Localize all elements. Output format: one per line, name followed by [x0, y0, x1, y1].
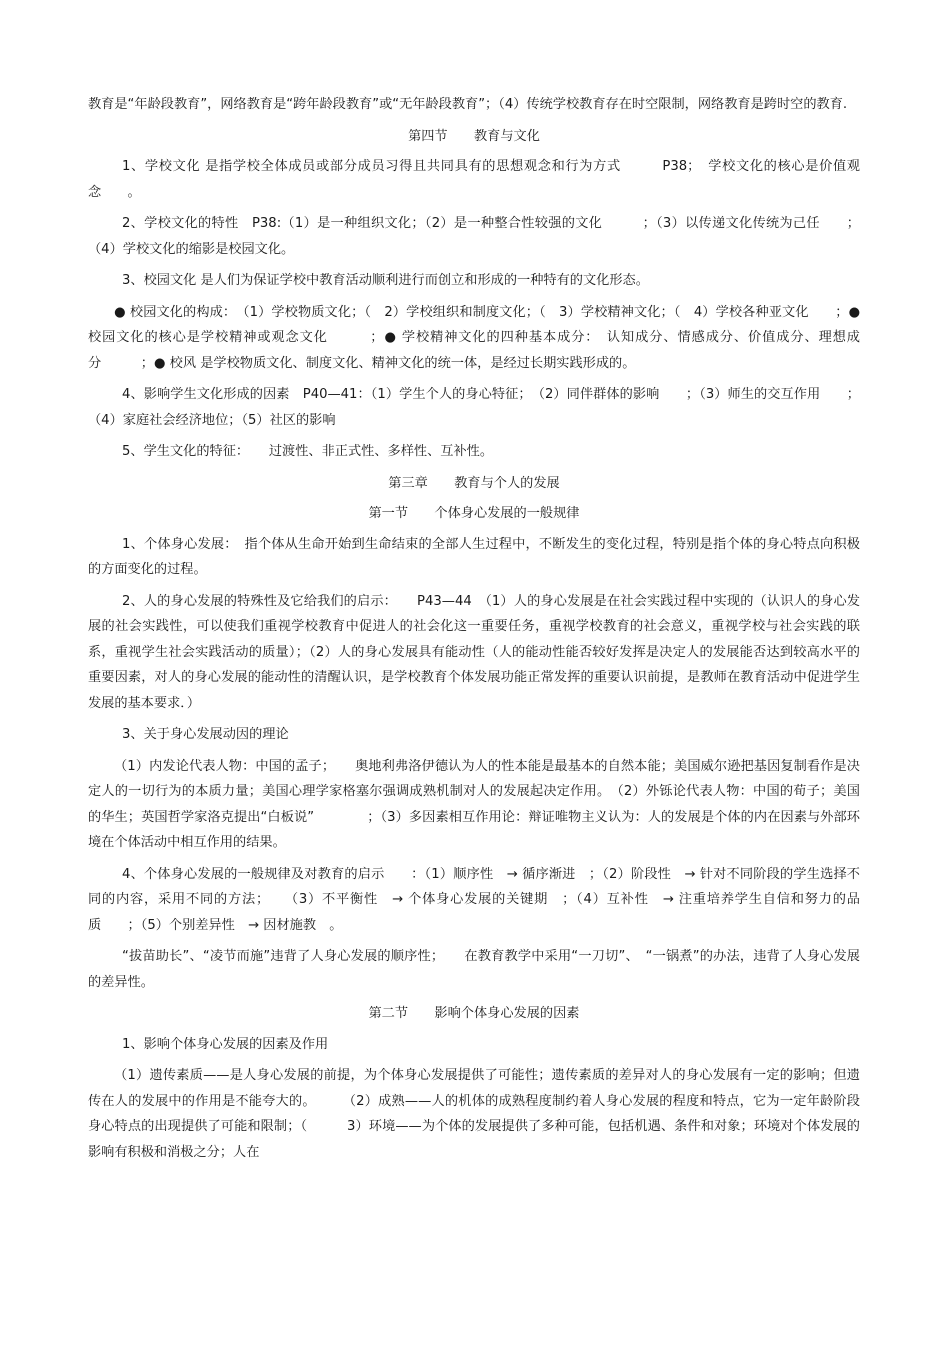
paragraph-school-culture: 1、学校文化 是指学校全体成员或部分成员习得且共同具有的思想观念和行为方式 P38； 学校文化的核心是价值观念 。 — [88, 159, 860, 200]
paragraph-factors-detail: （1）遗传素质——是人身心发展的前提，为个体身心发展提供了可能性；遗传素质的差异对人的身心发展有一定的影响；但遗传在人的发展中的作用是不能夸大的。 （2）成熟——人的机体的成熟程度制约着人身心发展的程度和特点，它为一定年龄阶段身心特点的出现提供了可能和限制；（ 3）环境——为个体的发展提供了多种可能，包括机遇、条件和对象；环境对个体发展的影响有积极和消极之分；人在 — [88, 1068, 860, 1160]
section-heading-development-factors: 第二节 影响个体身心发展的因素 — [368, 1006, 580, 1021]
document-page — [88, 92, 860, 1167]
paragraph-development-theories-title: 3、关于身心发展动因的理论 — [122, 727, 289, 742]
paragraph-campus-culture: 3、校园文化 是人们为保证学校中教育活动顺利进行而创立和形成的一种特有的文化形态。 — [122, 273, 649, 288]
paragraph-idioms: “拔苗助长”、“凌节而施”违背了人身心发展的顺序性； 在教育教学中采用“一刀切”、 “一锅煮”的办法，违背了人身心发展的差异性。 — [88, 949, 860, 990]
paragraph-development-definition: 1、个体身心发展： 指个体从生命开始到生命结束的全部人生过程中，不断发生的变化过程，特别是指个体的身心特点向积极的方面变化的过程。 — [88, 536, 860, 577]
section-heading-education-culture: 第四节 教育与文化 — [408, 128, 540, 144]
paragraph-student-culture-traits: 5、学生文化的特征： 过渡性、非正式性、多样性、互补性。 — [122, 444, 494, 459]
section-heading-development-laws: 第一节 个体身心发展的一般规律 — [368, 506, 580, 521]
paragraph-development-theories: （1）内发论代表人物：中国的孟子； 奥地利弗洛伊德认为人的性本能是最基本的自然本能；美国威尔逊把基因复制看作是决定人的一切行为的本质力量；美国心理学家格塞尔强调成熟机制对人的发展起决定作用。 （2）外铄论代表人物：中国的荀子；美国的华生；英国哲学家洛克提出“白板说” ；（3）多因素相互作用论：辩证唯物主义认为：人的发展是个体的内在因素与外部环境在个体活动中相互作用的结果。 — [88, 758, 860, 850]
paragraph-student-culture-factors: 4、影响学生文化形成的因素 P40—41：（1）学生个人的身心特征； （2）同伴群体的影响 ；（3）师生的交互作用 ；（4）家庭社会经济地位；（5）社区的影响 — [88, 387, 860, 428]
paragraph-campus-culture-structure: ● 校园文化的构成： （1）学校物质文化；（ 2）学校组织和制度文化；（ 3）学校精神文化；（ 4）学校各种亚文化 ；●校园文化的核心是学校精神或观念文化 ；● 学校精神文化的四种基本成分： 认知成分、情感成分、价值成分、理想成分 ；● 校风 是学校物质文化、制度文化、精神文化的统一体，是经过长期实践形成的。 — [88, 304, 860, 371]
paragraph-development-specialty: 2、人的身心发展的特殊性及它给我们的启示： P43—44 （1）人的身心发展是在社会实践过程中实现的（认识人的身心发展的社会实践性，可以使我们重视学校教育中促进人的社会化这一重要任务，重视学校教育的社会意义，重视学校与社会实践的联系，重视学生社会实践活动的质量）；（2）人的身心发展具有能动性（人的能动性能否较好发挥是决定人的发展能否达到较高水平的重要因素，对人的身心发展的能动性的清醒认识，是学校教育个体发展功能正常发挥的重要认识前提，是教师在教育活动中促进学生发展的基本要求．） — [88, 593, 860, 711]
chapter-heading-personal-development: 第三章 教育与个人的发展 — [388, 475, 560, 491]
paragraph-factors-title: 1、影响个体身心发展的因素及作用 — [122, 1036, 329, 1052]
paragraph-continuation: 教育是“年龄段教育”，网络教育是“跨年龄段教育”或“无年龄段教育”；（4）传统学校教育存在时空限制，网络教育是跨时空的教育. — [88, 97, 848, 112]
paragraph-development-rules: 4、个体身心发展的一般规律及对教育的启示 ：（1）顺序性 → 循序渐进 ；（2）阶段性 → 针对不同阶段的学生选择不同的内容，采用不同的方法； （3）不平衡性 → 个体身心发展的关键期 ；（4）互补性 → 注重培养学生自信和努力的品质 ；（5）个别差异性 → 因材施教 。 — [88, 866, 860, 933]
paragraph-school-culture-traits: 2、学校文化的特性 P38:（1）是一种组织文化；（2）是一种整合性较强的文化 ；（3）以传递文化传统为己任 ；（4）学校文化的缩影是校园文化。 — [88, 216, 860, 257]
